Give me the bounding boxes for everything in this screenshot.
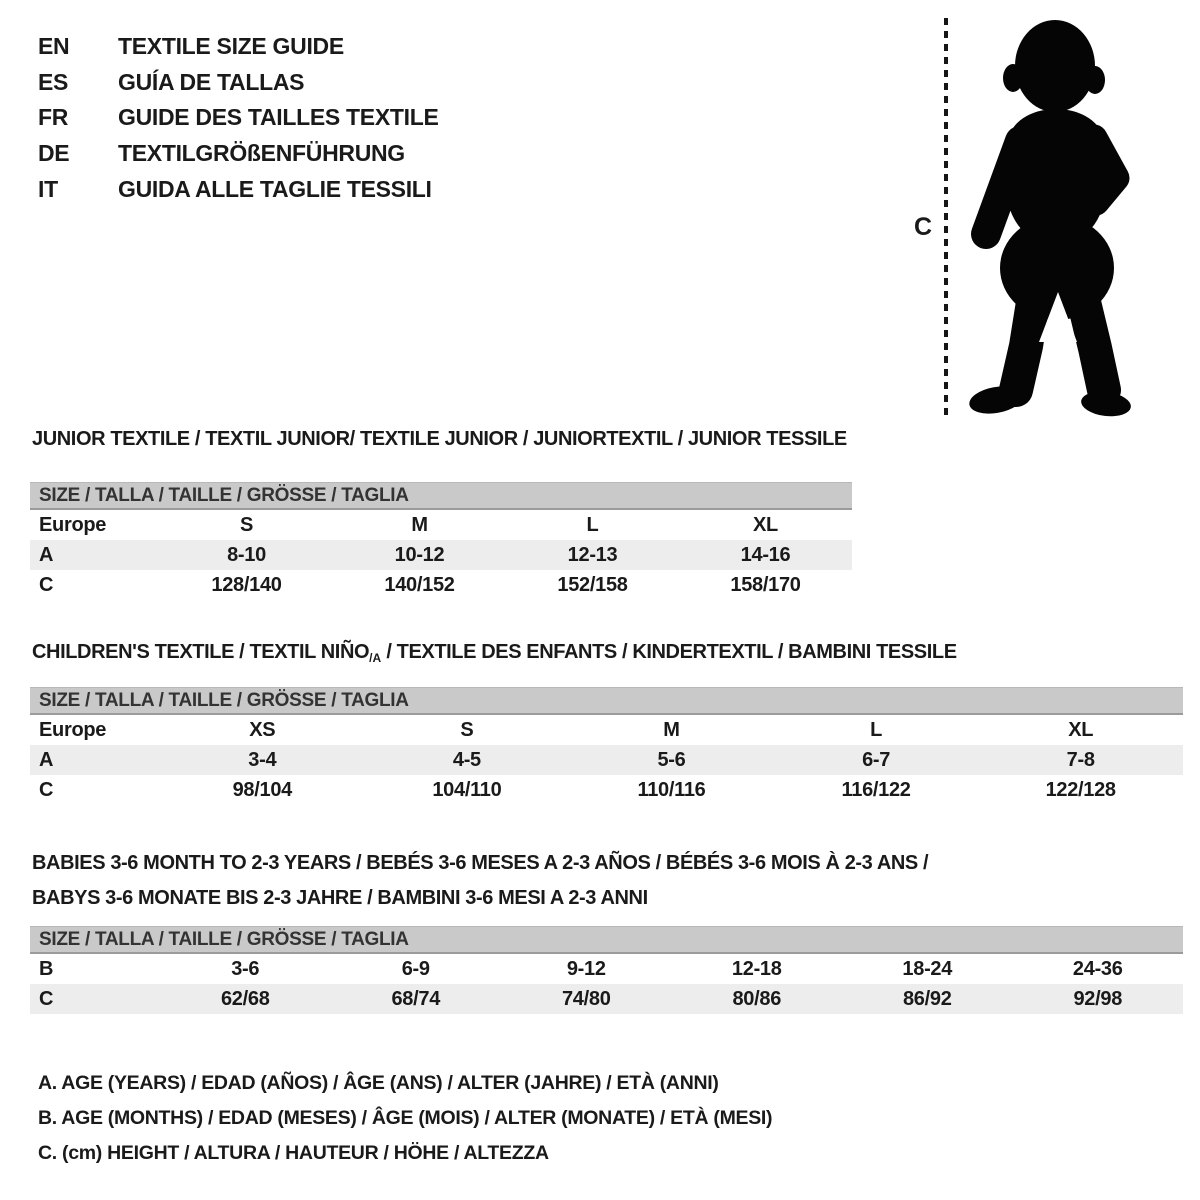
height-cell: 140/152 — [384, 573, 455, 596]
children-row-height — [30, 775, 1183, 805]
language-code-en: EN — [38, 33, 70, 60]
size-cell: L — [586, 513, 599, 536]
language-row-de — [38, 136, 439, 172]
row-label: C — [39, 573, 54, 596]
legend-age-years: A. AGE (YEARS) / EDAD (AÑOS) / ÂGE (ANS) / ALTER (JAHRE) / ETÀ (ANNI) — [38, 1072, 719, 1094]
guide-title-fr: GUIDE DES TAILLES TEXTILE — [118, 104, 439, 131]
height-cell: 122/128 — [1045, 778, 1116, 801]
age-cell: 7-8 — [1066, 748, 1095, 771]
children-title-rest: / TEXTILE DES ENFANTS / KINDERTEXTIL / BAMBINI TESSILE — [381, 641, 957, 663]
row-label: A — [39, 748, 54, 771]
age-cell: 6-7 — [862, 748, 891, 771]
height-cell: 98/104 — [232, 778, 292, 801]
children-section-title — [32, 641, 957, 665]
children-row-age — [30, 745, 1183, 775]
age-cell: 10-12 — [394, 543, 445, 566]
children-size-table — [30, 687, 1183, 805]
months-cell: 9-12 — [566, 957, 606, 980]
age-cell: 5-6 — [657, 748, 686, 771]
height-cell: 74/80 — [561, 987, 611, 1010]
size-cell: L — [870, 718, 883, 741]
months-cell: 24-36 — [1072, 957, 1123, 980]
height-cell: 62/68 — [220, 987, 270, 1010]
size-cell: XL — [753, 513, 778, 536]
height-cell: 104/110 — [432, 778, 502, 801]
guide-title-de: TEXTILGRÖßENFÜHRUNG — [118, 140, 405, 167]
row-label: Europe — [39, 513, 107, 536]
junior-section-title: JUNIOR TEXTILE / TEXTIL JUNIOR/ TEXTILE JUNIOR / JUNIORTEXTIL / JUNIOR TESSILE — [32, 428, 847, 450]
legend-height-cm: C. (cm) HEIGHT / ALTURA / HAUTEUR / HÖHE / ALTEZZA — [38, 1142, 549, 1164]
legend-age-months: B. AGE (MONTHS) / EDAD (MESES) / ÂGE (MOIS) / ALTER (MONATE) / ETÀ (MESI) — [38, 1107, 773, 1129]
months-cell: 6-9 — [401, 957, 430, 980]
measurement-legend — [38, 1066, 772, 1171]
junior-row-age — [30, 540, 852, 570]
babies-section-title — [32, 846, 928, 915]
height-cell: 110/116 — [637, 778, 706, 801]
guide-title-es: GUÍA DE TALLAS — [118, 68, 305, 95]
language-row-fr — [38, 100, 439, 136]
language-title-list — [38, 29, 439, 207]
language-row-en — [38, 29, 439, 65]
height-cell: 152/158 — [557, 573, 628, 596]
babies-size-header: SIZE / TALLA / TAILLE / GRÖSSE / TAGLIA — [30, 926, 1183, 954]
silhouette-head — [1015, 20, 1095, 112]
row-label: C — [39, 778, 54, 801]
language-code-it: IT — [38, 175, 58, 202]
size-cell: S — [239, 513, 254, 536]
height-cell: 158/170 — [730, 573, 801, 596]
months-cell: 12-18 — [731, 957, 782, 980]
silhouette-arm-right — [1094, 138, 1116, 202]
size-cell: M — [663, 718, 680, 741]
months-cell: 3-6 — [231, 957, 260, 980]
children-size-header: SIZE / TALLA / TAILLE / GRÖSSE / TAGLIA — [30, 687, 1183, 715]
guide-title-en: TEXTILE SIZE GUIDE — [118, 33, 344, 60]
height-measure-label: C — [914, 213, 933, 241]
size-cell: M — [411, 513, 428, 536]
row-label: Europe — [39, 718, 107, 741]
height-cell: 68/74 — [391, 987, 441, 1010]
babies-row-height — [30, 984, 1183, 1014]
size-cell: XL — [1068, 718, 1094, 741]
guide-title-it: GUIDA ALLE TAGLIE TESSILI — [118, 175, 432, 202]
silhouette-ear-left — [1003, 64, 1023, 92]
age-cell: 8-10 — [227, 543, 266, 566]
row-label: B — [39, 957, 54, 980]
babies-size-table — [30, 926, 1183, 1014]
language-code-fr: FR — [38, 104, 69, 131]
height-cell: 80/86 — [732, 987, 782, 1010]
silhouette-leg-right — [1083, 298, 1104, 390]
silhouette-ear-right — [1085, 66, 1105, 94]
babies-title-line1: BABIES 3-6 MONTH TO 2-3 YEARS / BEBÉS 3-6 MESES A 2-3 AÑOS / BÉBÉS 3-6 MOIS À 2-3 ANS / — [32, 852, 929, 874]
toddler-silhouette-icon — [956, 6, 1168, 418]
age-cell: 14-16 — [740, 543, 791, 566]
height-cell: 92/98 — [1073, 987, 1123, 1010]
children-title-main: CHILDREN'S TEXTILE / TEXTIL NIÑO — [32, 641, 370, 663]
language-row-es — [38, 65, 439, 101]
age-cell: 3-4 — [248, 748, 277, 771]
size-cell: S — [460, 718, 474, 741]
junior-row-europe — [30, 510, 852, 540]
age-cell: 4-5 — [452, 748, 481, 771]
height-measure-line — [944, 18, 948, 416]
row-label: C — [39, 987, 54, 1010]
silhouette-leg-left — [1016, 296, 1034, 390]
height-cell: 128/140 — [211, 573, 282, 596]
language-code-de: DE — [38, 140, 70, 167]
language-code-es: ES — [38, 68, 69, 95]
row-label: A — [39, 543, 54, 566]
height-cell: 86/92 — [902, 987, 952, 1010]
height-cell: 116/122 — [841, 778, 911, 801]
babies-row-months — [30, 954, 1183, 984]
age-cell: 12-13 — [567, 543, 618, 566]
children-title-subscript: /A — [369, 651, 382, 665]
language-row-it — [38, 171, 439, 207]
junior-row-height — [30, 570, 852, 600]
months-cell: 18-24 — [902, 957, 953, 980]
babies-title-line2: BABYS 3-6 MONATE BIS 2-3 JAHRE / BAMBINI 3-6 MESI A 2-3 ANNI — [32, 886, 648, 909]
junior-size-header: SIZE / TALLA / TAILLE / GRÖSSE / TAGLIA — [30, 482, 852, 510]
junior-size-table — [30, 482, 852, 600]
size-cell: XS — [249, 718, 276, 741]
children-row-europe — [30, 715, 1183, 745]
